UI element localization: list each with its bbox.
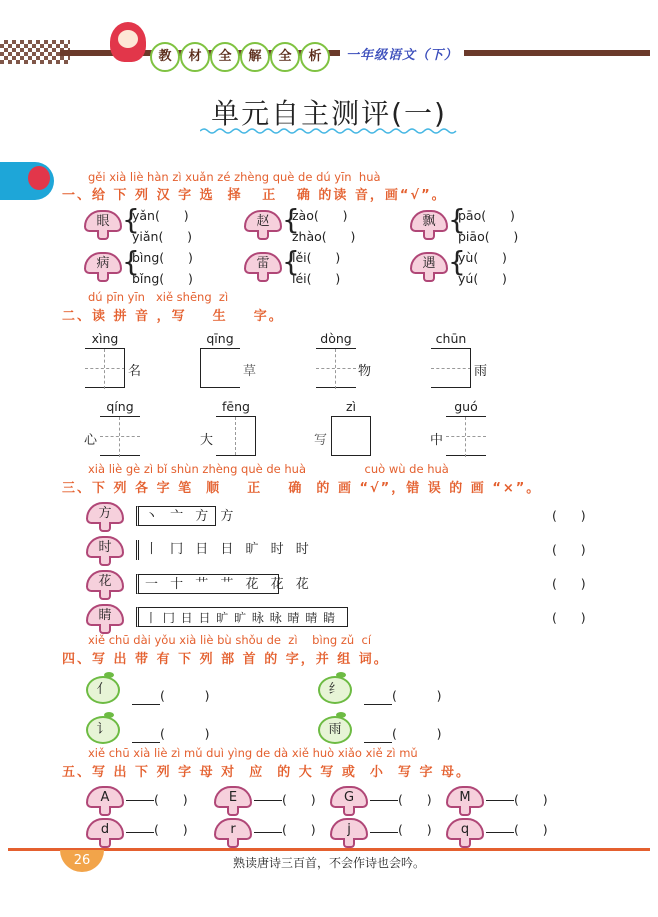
grid-char: 心 [84,433,98,448]
q2-pinyin: dú pīn yīn xiě shēng zì [88,290,229,304]
mushroom-icon: j [330,818,368,848]
answer-paren[interactable]: ( ) [160,688,210,703]
mushroom-icon: E [214,786,252,816]
mushroom-icon: 病 [84,252,122,282]
answer-paren[interactable]: ( ) [398,822,432,837]
grid-char: 雨 [474,364,488,379]
q5-heading: 五、写 出 下 列 字 母 对 应 的 大 写 或 小 写 字 母。 [62,765,471,780]
series-char: 全 [210,42,240,72]
answer-paren[interactable]: ( ) [514,792,548,807]
grid-char: 写 [314,433,328,448]
answer-blank[interactable] [364,728,392,743]
series-char: 解 [240,42,270,72]
answer-blank[interactable] [254,786,282,801]
q3-pinyin: xià liè gè zì bǐ shùn zhèng què de huà cuò wù de huà [88,462,449,476]
answer-blank[interactable] [370,786,398,801]
pinyin-option[interactable]: lěi( ) [292,250,341,265]
apple-icon: 雨 [318,712,352,744]
answer-paren[interactable]: ( ) [160,726,210,741]
grid-char: 大 [200,433,214,448]
brace-icon: { [448,203,466,236]
grid-char: 物 [358,364,372,379]
answer-blank[interactable] [254,818,282,833]
writing-grid[interactable] [100,416,140,456]
pinyin-option[interactable]: yù( ) [458,250,507,265]
stroke-order-box: 丨 冂 日 日 旷 旷 昹 昹 晴 晴 睛 [136,607,348,627]
mushroom-icon: 赵 [244,210,282,240]
answer-blank[interactable] [364,690,392,705]
mushroom-icon: 睛 [86,604,124,634]
writing-grid[interactable] [331,416,371,456]
q4-heading: 四、写 出 带 有 下 列 部 首 的 字，并 组 词。 [62,652,389,667]
mushroom-icon: d [86,818,124,848]
grid-pinyin: qíng [106,399,134,414]
q3-heading: 三、下 列 各 字 笔 顺 正 确 的 画 “√”，错 误 的 画 “×”。 [62,481,542,496]
grid-char: 草 [243,364,257,379]
mushroom-icon: 眼 [84,210,122,240]
series-char: 析 [300,42,330,72]
grid-pinyin: dòng [320,331,352,346]
answer-blank[interactable] [486,818,514,833]
stroke-order-line: 丨 冂 日 日 旷 时 时 [136,540,313,560]
answer-blank[interactable] [126,786,154,801]
page-title: 单元自主测评(一) [211,97,447,130]
book-title: 一年级语文（下） [340,44,464,63]
writing-grid[interactable] [446,416,486,456]
apple-icon: 讠 [86,712,120,744]
brace-icon: { [122,203,140,236]
writing-grid[interactable] [200,348,240,388]
series-char: 材 [180,42,210,72]
brace-icon: { [122,245,140,278]
writing-grid[interactable] [316,348,356,388]
pinyin-option[interactable]: pāo( ) [458,208,515,223]
mushroom-icon: 方 [86,502,124,532]
fox-icon [28,166,50,190]
answer-blank[interactable] [486,786,514,801]
mushroom-icon: 遇 [410,252,448,282]
mushroom-icon: 飘 [410,210,448,240]
footer-line [8,848,650,851]
grid-edge [124,348,125,388]
q1-heading: 一、给 下 列 汉 字 选 择 正 确 的读 音，画“√”。 [62,188,447,203]
grid-pinyin: xìng [91,331,119,346]
pinyin-option[interactable]: yǎn( ) [132,208,189,223]
writing-grid[interactable] [431,348,471,388]
answer-blank[interactable] [370,818,398,833]
mushroom-icon: M [446,786,484,816]
q4-pinyin: xiě chū dài yǒu xià liè bù shǒu de zì bìng zǔ cí [88,633,372,647]
answer-paren[interactable]: ( ) [154,792,188,807]
answer-paren[interactable]: ( ) [552,576,586,591]
answer-paren[interactable]: ( ) [514,822,548,837]
answer-paren[interactable]: ( ) [282,822,316,837]
pinyin-option[interactable]: piāo( ) [458,229,519,244]
pinyin-option[interactable]: zhào( ) [292,229,356,244]
series-char: 教 [150,42,180,72]
grid-char: 中 [430,433,444,448]
mushroom-icon: A [86,786,124,816]
brace-icon: { [282,245,300,278]
answer-paren[interactable]: ( ) [282,792,316,807]
mushroom-icon: 花 [86,570,124,600]
answer-paren[interactable]: ( ) [398,792,432,807]
mascot-face-icon [118,30,138,48]
answer-blank[interactable] [132,690,160,705]
footer-quote: 熟读唐诗三百首，不会作诗也会吟。 [232,856,425,870]
grid-pinyin: qīng [206,331,234,346]
pinyin-option[interactable]: bìng( ) [132,250,193,265]
mushroom-icon: q [446,818,484,848]
apple-icon: 亻 [86,672,120,704]
q1-pinyin: gěi xià liè hàn zì xuǎn zé zhèng què de dú yīn huà [88,170,381,184]
stroke-order-box: 一 十 艹 艹 花 花 花 [136,574,279,594]
mushroom-icon: G [330,786,368,816]
answer-paren[interactable]: ( ) [154,822,188,837]
grid-pinyin: guó [454,399,478,414]
answer-blank[interactable] [126,818,154,833]
answer-paren[interactable]: ( ) [392,726,442,741]
brace-icon: { [282,203,300,236]
answer-paren[interactable]: ( ) [552,508,586,523]
grid-char: 名 [128,364,142,379]
pinyin-option[interactable]: bǐng( ) [132,271,193,286]
q2-heading: 二、读 拼 音 ，写 生 字。 [62,309,284,324]
q5-pinyin: xiě chū xià liè zì mǔ duì yìng de dà xiě huò xiǎo xiě zì mǔ [88,746,418,760]
page-number: 26 [60,850,104,872]
answer-blank[interactable] [132,728,160,743]
grid-pinyin: chūn [435,331,467,346]
answer-paren[interactable]: ( ) [552,610,586,625]
grid-pinyin: fēng [222,399,250,414]
mushroom-icon: 时 [86,536,124,566]
writing-grid[interactable] [216,416,256,456]
brace-icon: { [448,245,466,278]
writing-grid[interactable] [85,348,125,388]
grid-edge [470,348,471,388]
apple-icon: 纟 [318,672,352,704]
title-underline [200,128,458,134]
pinyin-option[interactable]: zào( ) [292,208,348,223]
series-char: 全 [270,42,300,72]
answer-paren[interactable]: ( ) [552,542,586,557]
answer-paren[interactable]: ( ) [392,688,442,703]
pinyin-option[interactable]: léi( ) [292,271,341,286]
stroke-order-box: 丶 亠 方 方 [136,506,216,526]
grid-pinyin: zì [345,399,357,414]
pinyin-option[interactable]: yiǎn( ) [132,229,193,244]
pinyin-option[interactable]: yú( ) [458,271,507,286]
mushroom-icon: r [214,818,252,848]
mushroom-icon: 雷 [244,252,282,282]
